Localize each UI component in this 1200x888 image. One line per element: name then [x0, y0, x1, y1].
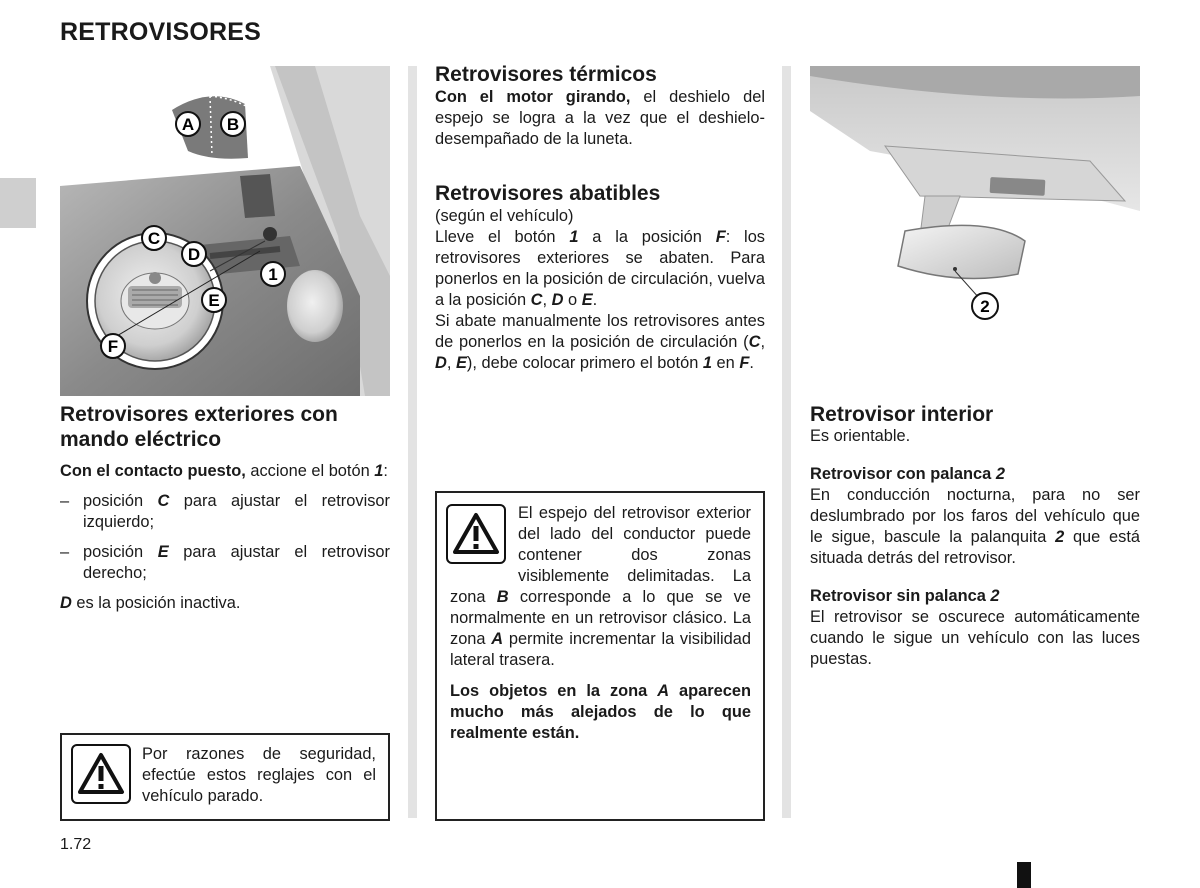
callout-b: B [226, 115, 240, 134]
callout-1: 1 [268, 265, 278, 284]
mirror-zones-warning-box [435, 491, 765, 821]
door-panel-illustration [60, 66, 390, 396]
callout-f: F [107, 337, 119, 356]
warning-triangle-icon [71, 744, 131, 804]
abatibles-body: (según el vehículo) Lleve el botón 1 a la posición F: los retrovisores exteriores se abaten. Para ponerlos en la posición de circulación, vuelva a la posición C, D o E. Si abate manualmente los retrovisores antes de ponerlos en la posición de circulación (C, D, E), debe colocar primero el botón 1 en F. [435, 207, 766, 372]
callout-a: A [181, 115, 195, 134]
safety-warning-box [60, 733, 390, 821]
termicos-title: Retrovisores térmicos [435, 63, 657, 86]
callout-d: D [187, 245, 201, 264]
interior-mirror-illustration [810, 66, 1140, 396]
column-separator [782, 66, 791, 818]
termicos-body: Con el motor girando, el deshielo del espejo se logra a la vez que el deshielo-desempañado de la luneta. [435, 88, 765, 148]
callout-c: C [147, 229, 161, 248]
page-edge-marker [1017, 862, 1031, 888]
interior-body: Es orientable. Retrovisor con palanca 2 En conducción nocturna, para no ser deslumbrado por los faros del vehículo que le sigue, bascule la palanquita 2 que está situada detrás del retrovisor. Retrovisor sin palanca 2 El retrovisor se oscurece automáticamente cuando le sigue un vehículo con las luces puestas. [810, 427, 1141, 668]
interior-mirror-figure [810, 66, 1140, 396]
door-panel-figure [60, 66, 390, 396]
column-separator [408, 66, 417, 818]
callout-e: E [208, 291, 220, 310]
interior-title: Retrovisor interior [810, 403, 994, 426]
safety-warning-text: Por razones de seguridad, efectúe estos reglajes con el vehículo parado. [142, 745, 376, 805]
list-item: – posición C para ajustar el retrovisor izquierdo; [60, 492, 390, 531]
chapter-tab [0, 178, 36, 228]
exteriores-body: Con el contacto puesto, accione el botón 1: – posición C para ajustar el retrovisor izquierdo; – posición E para ajustar el retrovisor derecho; D es la posición inactiva. [60, 462, 390, 612]
page-title: RETROVISORES [60, 18, 262, 46]
callout-2: 2 [980, 297, 990, 316]
page-number: 1.72 [60, 836, 92, 853]
mirror-zones-warning-text: El espejo del retrovisor exterior del lado del conductor puede contener dos zonas visiblemente delimitadas. La zona B corresponde a lo que se ve normalmente en un retrovisor clásico. La zona A permite incrementar la visibilidad lateral trasera. Los objetos en la zona A aparecen mucho más alejados de lo que realmente están. [450, 504, 751, 742]
exteriores-title: Retrovisores exteriores con mando eléctrico [60, 403, 338, 451]
list-item: – posición E para ajustar el retrovisor derecho; [60, 543, 390, 582]
abatibles-title: Retrovisores abatibles [435, 182, 661, 205]
